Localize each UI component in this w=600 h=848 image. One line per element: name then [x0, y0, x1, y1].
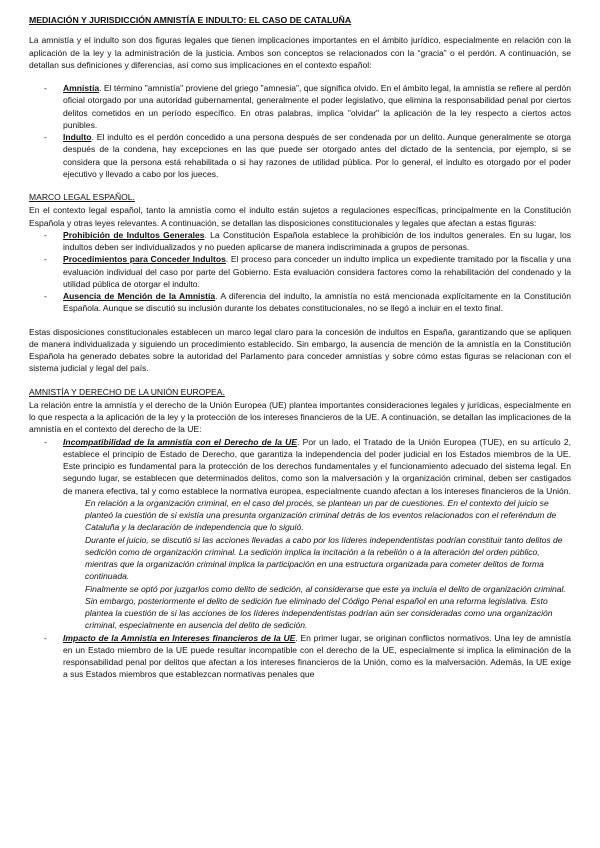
- list-item: [29, 436, 571, 632]
- quote-paragraph: Durante el juicio, se discutió si las acciones llevadas a cabo por los líderes independentistas podrían constituir tanto delitos de sedición como de organización criminal. La sedición implica la incitación a la rebelión o a la alteración del orden público, mientras que la organización criminal implica la participación en una estructura organizada para cometer delitos de forma continuada.: [85, 534, 563, 582]
- list-item: [29, 253, 571, 290]
- term-procedimientos: Procedimientos para Conceder Indultos: [63, 254, 226, 265]
- marco-closing-paragraph: Estas disposiciones constitucionales establecen un marco legal claro para la concesión de indultos en España, garantizando que se apliquen de manera individualizada y siguiendo un procedimiento establecido. Sin embargo, la ausencia de mención de la amnistía en la Constitución Española ha generado debates sobre la autoridad del Parlamento para conceder amnistías y sobre cómo estas figuras se relacionan con el sistema judicial y legal del país.: [29, 326, 571, 374]
- section-heading-marco-legal: [29, 191, 571, 203]
- item-text: . A diferencia del indulto, la amnistía no está mencionada explícitamente en la Constitución Española. Aunque se discutió su inclusión durante los debates constitucionales, no se llegó a incluir en el texto final.: [63, 291, 571, 314]
- list-item: [29, 131, 571, 180]
- definitions-list: [29, 82, 571, 180]
- item-text: . Por un lado, el Tratado de la Unión Europea (TUE), en su artículo 2, establece el principio de Estado de Derecho, que garantiza la independencia del poder judicial en los Estados miembros de la UE. Este principio es fundamental para la protección de los derechos fundamentales y el funcionamiento adecuado del sistema legal. En segundo lugar, se establecen que determinados delitos, como son la malversación y la organización criminal, deben ser castigados de manera efectiva, tal y como establece la normativa europea, especialmente cuando afectan a los intereses financieros de la Unión.: [63, 436, 571, 496]
- marco-list: [29, 229, 571, 315]
- term-amnistia: Amnistía: [63, 83, 100, 93]
- quote-paragraph: Sin embargo, posteriormente el delito de sedición fue eliminado del Código Penal español en una reforma legislativa. Esto plantea la cuestión de si las acciones de los líderes independentistas podrían aún ser consideradas como una organización criminal, especialmente en ausencia del delito de sedición.: [85, 595, 553, 631]
- quote-block: [63, 497, 571, 632]
- list-item: [29, 229, 571, 254]
- list-item: [29, 82, 571, 131]
- item-text: . En primer lugar, se originan conflictos normativos. Una ley de amnistía en un Estado miembro de la UE puede resultar incompatible con el derecho de la UE, especialmente si implica la eliminación de la responsabilidad penal por delitos que afectan a los intereses financieros de la Unión, como es la malversación. Además, la UE exige a sus Estados miembros que establezcan normativas penales que: [63, 632, 571, 680]
- ue-list: [29, 436, 571, 681]
- term-indulto: Indulto: [63, 132, 92, 142]
- definition-text: . El indulto es el perdón concedido a una persona después de ser condenada por un delito. Aunque generalmente se otorga después de la condena, hay excepciones en las que puede ser otorgado antes del dictado de la sentencia, por ejemplo, si se considera que la persona está rehabilitada o si hay razones de utilidad pública. Por lo general, el indulto es otorgado por el poder ejecutivo y llevado a cabo por los jueces.: [63, 132, 571, 179]
- item-text: . La Constitución Española establece la prohibición de los indultos generales. En su lugar, los indultos deben ser individualizados y no pueden aplicarse de manera indiscriminada a grupos de personas.: [63, 229, 571, 252]
- term-incompatibilidad: Incompatibilidad de la amnistía con el Derecho de la UE: [63, 436, 298, 447]
- quote-paragraph: En relación a la organización criminal, en el caso del procés, se plantean un par de cuestiones. En el contexto del juicio se planteó la cuestión de si existía una presunta organización criminal detrás de los eventos relacionados con el referéndum de Cataluña y la declaración de independencia que lo siguió.: [85, 497, 557, 533]
- list-item: [29, 290, 571, 315]
- term-prohibicion: Prohibición de Indultos Generales: [63, 229, 205, 240]
- section-heading-ue: [29, 386, 571, 398]
- heading-suffix: .: [132, 192, 135, 202]
- list-item: [29, 632, 571, 681]
- document-page: [29, 14, 571, 681]
- term-impacto: Impacto de la Amnistía en Intereses financieros de la UE: [63, 632, 296, 643]
- heading-suffix: .: [222, 386, 225, 397]
- term-ausencia: Ausencia de Mención de la Amnistía: [63, 291, 216, 301]
- definition-text: . El término "amnistía" proviene del griego "amnesia", que significa olvido. En el ámbito legal, la amnistía se refiere al perdón oficial otorgado por una autoridad gubernamental, generalmente el poder legislativo, que elimina la responsabilidad penal por ciertos delitos cometidos en un período específico. En otras palabras, implica "olvidar" la aplicación de la ley respecto a ciertos actos punibles.: [63, 83, 571, 130]
- heading-text: MARCO LEGAL ESPAÑOL: [29, 192, 133, 202]
- intro-paragraph: La amnistía y el indulto son dos figuras legales que tienen implicaciones importantes en el ámbito jurídico, especialmente en relación con la aplicación de la ley y la administración de la justicia. Ambos son conceptos se relacionados con la “gracia” o el perdón. A continuación, se detallan sus definiciones y diferencias, así como sus implicaciones en el contexto español:: [29, 35, 571, 70]
- ue-intro-paragraph: La relación entre la amnistía y el derecho de la Unión Europea (UE) plantea importantes consideraciones legales y jurídicas, especialmente en lo que respecta a la aplicación de la ley y la protección de los intereses financieros de la UE. A continuación, se detallan las implicaciones de la amnistía en el contexto del derecho de la UE:: [29, 399, 571, 435]
- quote-paragraph: Finalmente se optó por juzgarlos como delito de sedición, al considerarse que este ya incluía el delito de organización criminal.: [85, 583, 566, 594]
- item-text: . El proceso para conceder un indulto implica un expediente tramitado por la fiscalía y una evaluación individual del caso por parte del Gobierno. Esta evaluación considera factores como la rehabilitación del condenado y la utilidad pública de otorgar el indulto.: [63, 254, 572, 289]
- document-title: MEDIACIÓN Y JURISDICCIÓN AMNISTÍA E INDULTO: EL CASO DE CATALUÑA: [29, 15, 352, 25]
- marco-intro-paragraph: En el contexto legal español, tanto la amnistía como el indulto están sujetos a regulaciones específicas, principalmente en la Constitución Española y otras leyes relevantes. A continuación, se detallan las disposiciones constitucionales y legales que afectan a estas figuras:: [29, 205, 571, 228]
- heading-text: AMNISTÍA Y DERECHO DE LA UNIÓN EUROPEA: [29, 386, 223, 397]
